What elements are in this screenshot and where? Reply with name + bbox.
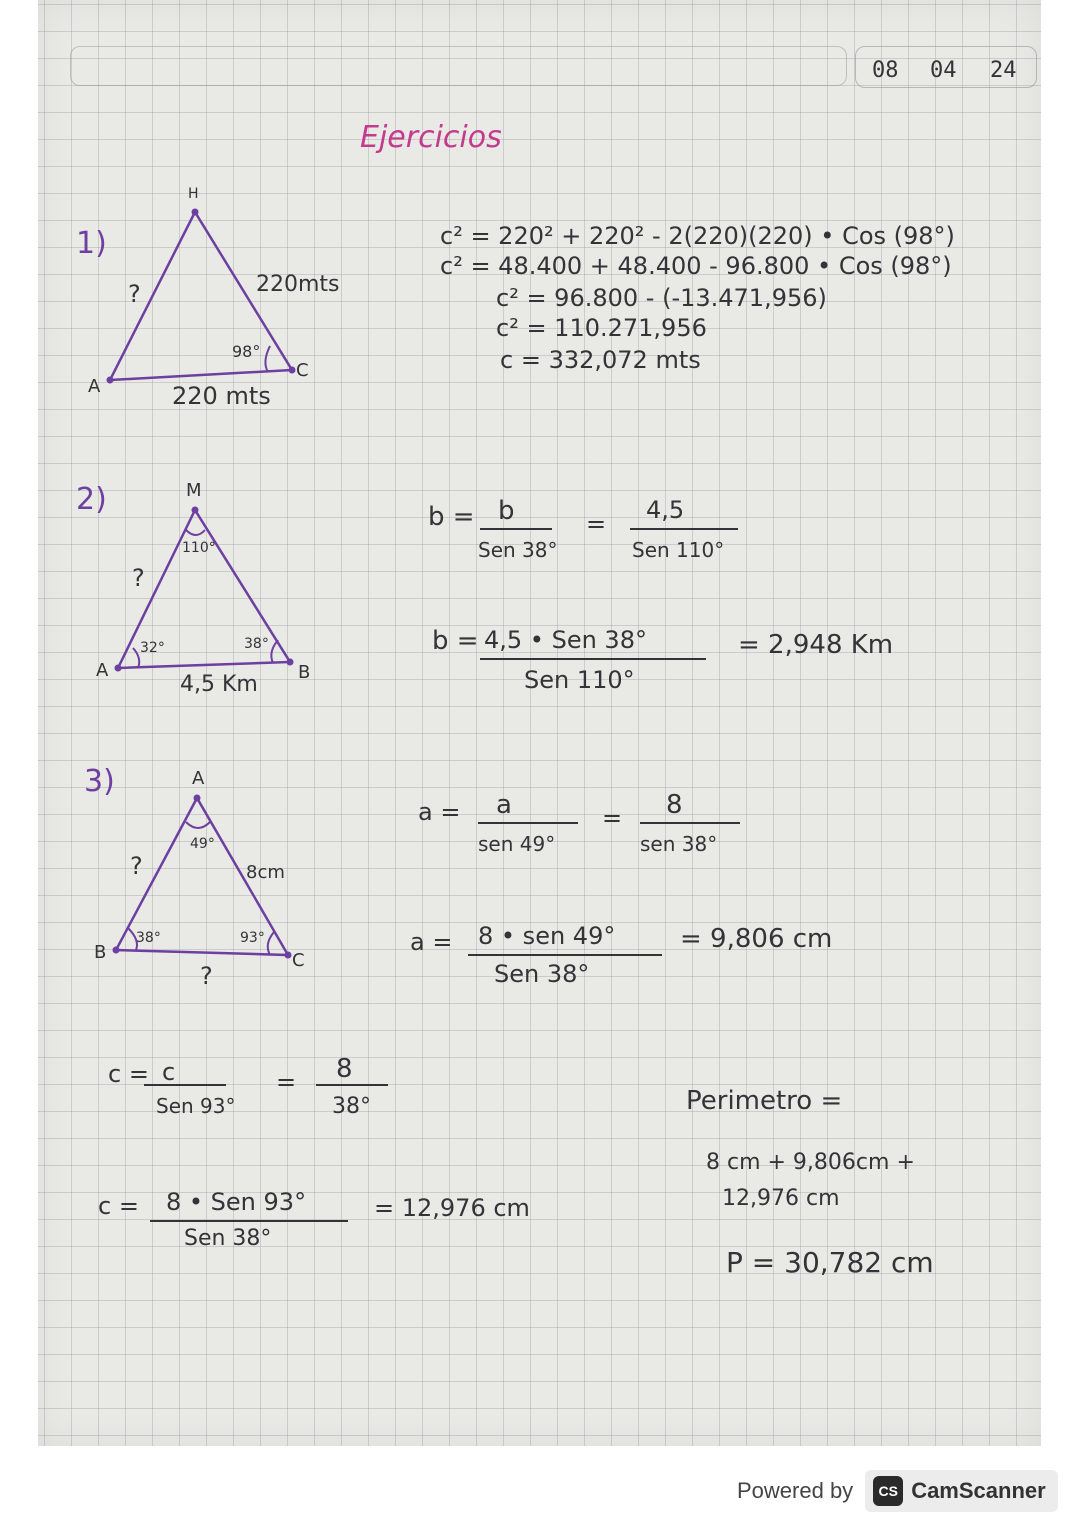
work-3-eq2-num: 8 • sen 49° [478,922,616,950]
work-3-eq4-num: 8 • Sen 93° [166,1188,307,1216]
fraction-bar [480,658,706,660]
side-label-1: 220mts [256,272,340,297]
problem-3-number: 3) [84,764,115,799]
vertex-b-2: B [298,662,311,683]
date-day: 08 [872,58,899,83]
work-3-eq1-num2: 8 [666,790,683,820]
angle-arc-3a [186,822,210,828]
unknown-side-1: ? [128,280,141,308]
work-3-eq2-den: Sen 38° [494,960,590,988]
work-2-eq1-den2: Sen 110° [632,538,725,562]
angle-arc-2a [186,530,205,535]
angle-arc-1 [265,346,270,372]
right-angle-2: 38° [244,636,269,652]
top-angle-3: 49° [190,836,215,852]
work-2-eq2-den: Sen 110° [524,666,635,694]
work-3-eq3-den: Sen 93° [156,1094,236,1118]
work-3-eq3-eq: = [276,1068,297,1096]
work-2-eq1-num: b [498,496,515,526]
work-3-eq1-eq: = [602,804,623,832]
work-3-eq4-lhs: c = [98,1192,139,1220]
fraction-bar [316,1084,388,1086]
side-label-3: 8cm [246,862,285,883]
fraction-bar [480,528,552,530]
vertex-c-1: C [296,360,309,381]
unknown-base-3: ? [200,962,213,990]
camscanner-badge [865,1470,1058,1512]
fraction-bar [640,822,740,824]
problem-1-number: 1) [76,226,107,261]
work-2-eq1-eq: = [586,510,607,538]
vertex-h: H [188,186,199,202]
vertex-a-1: A [88,376,101,397]
fraction-bar [630,528,738,530]
top-angle-2: 110° [182,540,216,556]
angle-arc-2b [133,648,139,668]
work-1-result: c = 332,072 mts [500,346,701,374]
unknown-side-3: ? [130,852,143,880]
work-3-eq1-den2: sen 38° [640,832,718,856]
work-2-eq2-lhs: b = [432,626,479,656]
work-3-eq3-num: c [162,1058,176,1086]
fraction-bar [468,954,662,956]
work-3-eq4-result: = 12,976 cm [374,1194,530,1222]
camscanner-brand: CamScanner [911,1478,1046,1503]
work-2-eq1-den: Sen 38° [478,538,558,562]
right-angle-3: 93° [240,930,265,946]
work-2-eq1-num2: 4,5 [646,496,685,524]
fraction-bar [478,822,578,824]
work-3-eq2-lhs: a = [410,928,453,956]
powered-by-text: Powered by [737,1478,854,1503]
left-angle-2: 32° [140,640,165,656]
work-1-line-3: c² = 96.800 - (-13.471,956) [496,284,827,312]
work-2-eq2-num: 4,5 • Sen 38° [484,626,647,654]
work-3-eq2-result: = 9,806 cm [680,924,833,954]
work-3-eq1-den: sen 49° [478,832,556,856]
page-title: Ejercicios [360,120,502,155]
vertex-c-3: C [292,950,305,971]
work-1-line-4: c² = 110.271,956 [496,314,707,342]
work-2-result: = 2,948 Km [738,630,894,660]
perimeter-line-2: 12,976 cm [722,1186,840,1211]
work-3-eq3-den2: 38° [332,1094,371,1119]
vertex-a-2: A [96,660,109,681]
vertex-m: M [186,480,202,501]
work-1-line-1: c² = 220² + 220² - 2(220)(220) • Cos (98°) [440,222,955,250]
perimeter-title: Perimetro = [686,1086,843,1116]
camscanner-footer [737,1470,1058,1512]
vertex-b-3: B [94,942,107,963]
work-3-eq1-num: a [496,790,512,820]
left-angle-3: 38° [136,930,161,946]
vertex-a-3: A [192,768,205,789]
perimeter-line-1: 8 cm + 9,806cm + [706,1150,915,1175]
fraction-bar [144,1084,226,1086]
angle-arc-3c [268,932,274,955]
base-label-2: 4,5 Km [180,672,258,697]
work-3-eq3-lhs: c = [108,1060,149,1088]
work-2-eq1-lhs: b = [428,502,475,532]
camscanner-logo-icon: CS [873,1476,903,1506]
date-month: 04 [930,58,957,83]
work-1-line-2: c² = 48.400 + 48.400 - 96.800 • Cos (98°) [440,252,952,280]
work-3-eq3-num2: 8 [336,1054,353,1084]
base-label-1: 220 mts [172,382,271,410]
date-year: 24 [990,58,1017,83]
perimeter-result: P = 30,782 cm [726,1246,934,1279]
angle-label-1: 98° [232,342,261,361]
fraction-bar [150,1220,348,1222]
work-3-eq4-den: Sen 38° [184,1226,272,1251]
work-3-eq1-lhs: a = [418,798,461,826]
unknown-side-2: ? [132,564,145,592]
problem-2-number: 2) [76,482,107,517]
